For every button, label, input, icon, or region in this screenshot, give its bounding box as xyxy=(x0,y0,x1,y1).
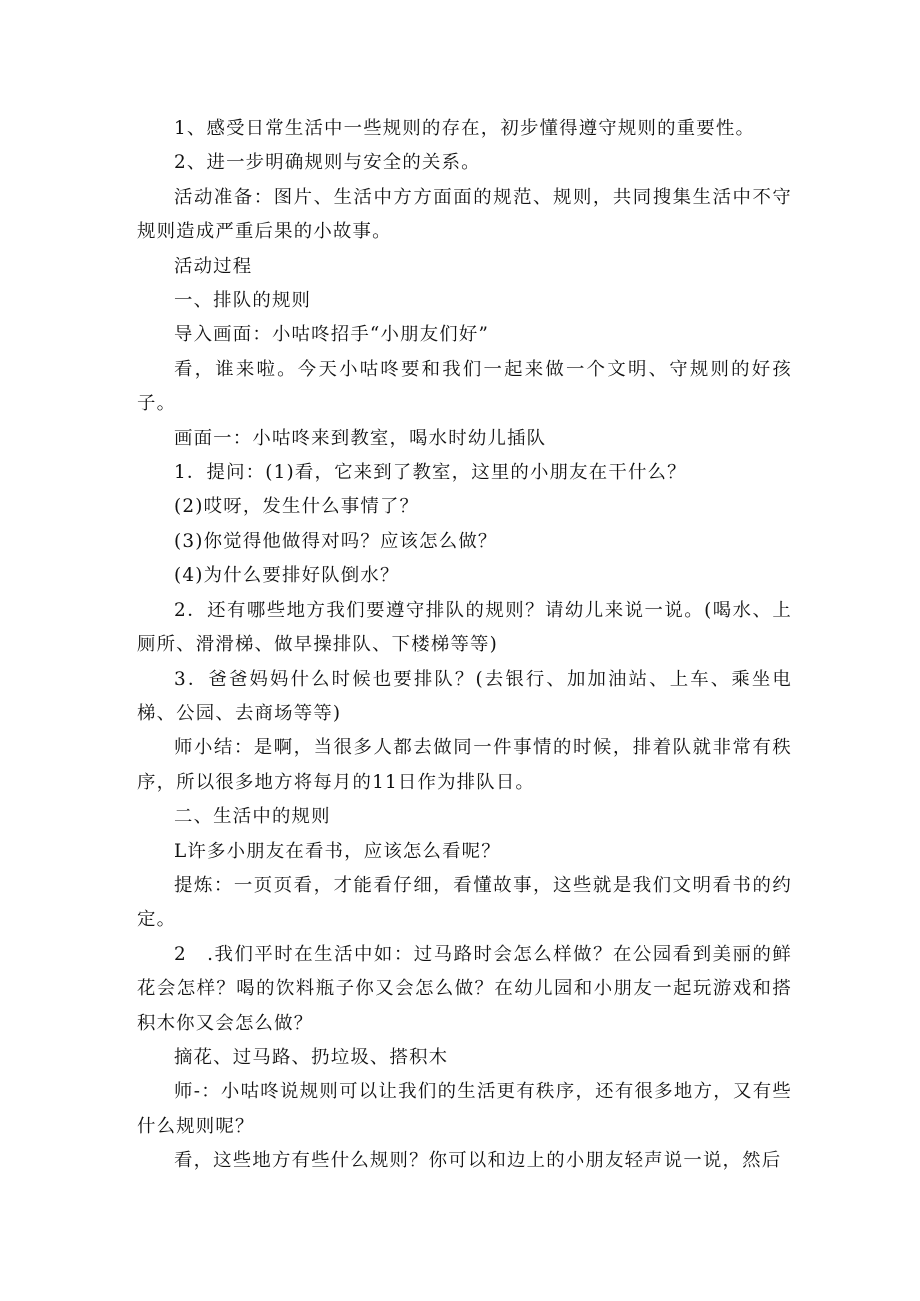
paragraph: L许多小朋友在看书，应该怎么看呢？ xyxy=(174,840,501,862)
paragraph: 提炼：一页页看，才能看仔细，看懂故事，这些就是我们文明看书的约定。 xyxy=(137,874,792,931)
paragraph: 师小结：是啊，当很多人都去做同一件事情的时候，排着队就非常有秩序，所以很多地方将每月的11日作为排队日。 xyxy=(137,737,792,793)
section-heading: 活动过程 xyxy=(174,255,253,277)
paragraph: 1．提问：(1)看，它来到了教室，这里的小朋友在干什么？ xyxy=(174,462,687,484)
paragraph: 2．还有哪些地方我们要遵守排队的规则？请幼儿来说一说。(喝水、上厕所、滑滑梯、做早操排队、下楼梯等等) xyxy=(137,599,792,656)
document-body xyxy=(137,112,792,1179)
paragraph: 3．爸爸妈妈什么时候也要排队？(去银行、加加油站、上车、乘坐电梯、公园、去商场等等) xyxy=(137,668,792,724)
paragraph: 导入画面：小咕咚招手“小朋友们好” xyxy=(174,324,490,346)
section-heading: 二、生活中的规则 xyxy=(174,806,331,828)
paragraph: 师-：小咕咚说规则可以让我们的生活更有秩序，还有很多地方，又有些什么规则呢？ xyxy=(137,1081,792,1137)
paragraph: 看，谁来啦。今天小咕咚要和我们一起来做一个文明、守规则的好孩子。 xyxy=(137,358,792,415)
paragraph: 1、感受日常生活中一些规则的存在，初步懂得遵守规则的重要性。 xyxy=(174,118,756,139)
paragraph: 画面一：小咕咚来到教室，喝水时幼儿插队 xyxy=(174,427,547,449)
paragraph: 摘花、过马路、扔垃圾、搭积木 xyxy=(174,1046,449,1068)
paragraph: (3)你觉得他做得对吗？应该怎么做？ xyxy=(174,530,498,552)
paragraph: (4)为什么要排好队倒水？ xyxy=(174,565,400,587)
paragraph: 活动准备：图片、生活中方方面面的规范、规则，共同搜集生活中不守规则造成严重后果的小故事。 xyxy=(137,186,792,243)
paragraph: (2)哎呀，发生什么事情了？ xyxy=(174,496,420,518)
section-heading: 一、排队的规则 xyxy=(174,290,312,312)
paragraph: 2、进一步明确规则与安全的关系。 xyxy=(174,152,481,174)
paragraph: 看，这些地方有些什么规则？你可以和边上的小朋友轻声说一说，然后 xyxy=(174,1150,782,1172)
paragraph: 2 .我们平时在生活中如：过马路时会怎么样做？在公园看到美丽的鲜花会怎样？喝的饮料瓶子你又会怎么做？在幼儿园和小朋友一起玩游戏和搭积木你又会怎么做？ xyxy=(137,943,792,1034)
